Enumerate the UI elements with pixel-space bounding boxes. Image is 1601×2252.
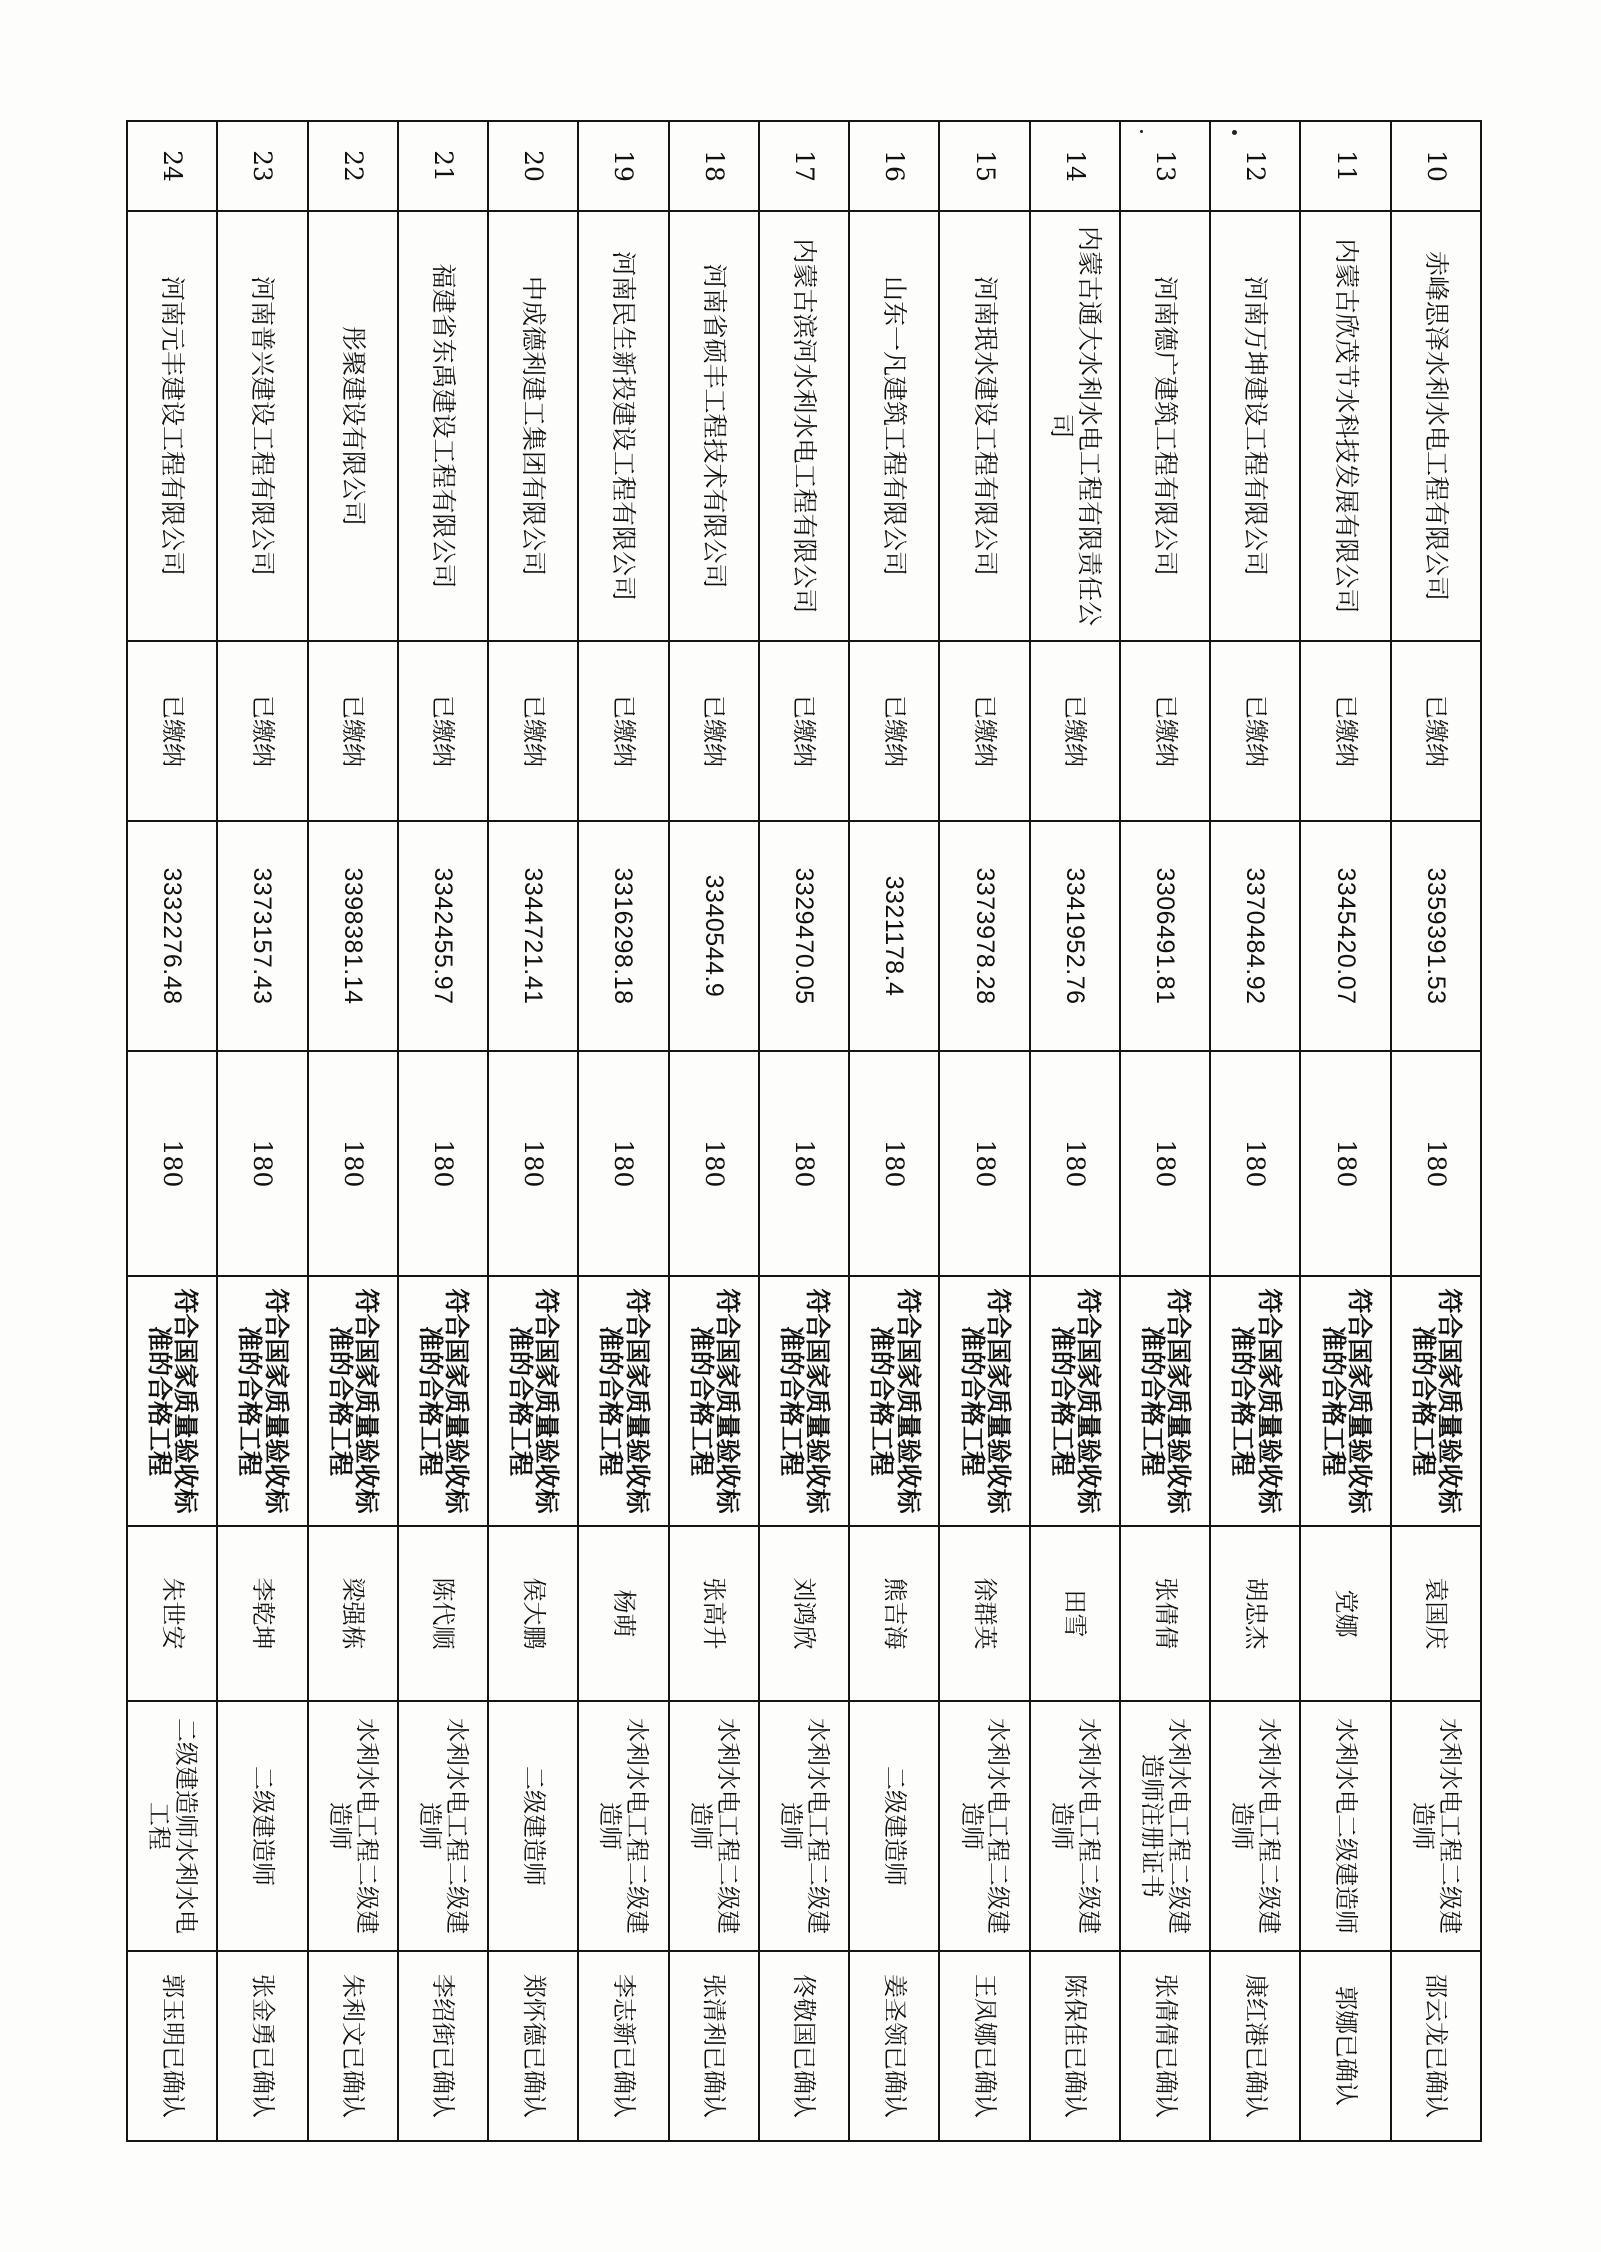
quality-standard: 符合国家质量验收标准的合格工程 [1120,1276,1210,1526]
duration-days: 180 [398,1051,488,1276]
fee-status: 已缴纳 [578,641,668,821]
table-row [1210,121,1300,2141]
table-row [308,121,398,2141]
manager-qualification: 水利水电工程二级建造师 [939,1701,1029,1951]
row-number: 21 [398,121,488,211]
duration-days: 180 [1030,1051,1120,1276]
fee-status: 已缴纳 [1210,641,1300,821]
confirmation-status: 张倩倩已确认 [1120,1951,1210,2141]
row-number: 15 [939,121,1029,211]
project-manager: 李乾坤 [217,1526,307,1701]
duration-days: 180 [308,1051,398,1276]
confirmation-status: 王凤娜已确认 [939,1951,1029,2141]
company-name: 内蒙古滨河水利水电工程有限公司 [759,211,849,641]
bid-amount: 3341952.76 [1030,821,1120,1051]
table-row [1391,121,1481,2141]
fee-status: 已缴纳 [217,641,307,821]
quality-standard: 符合国家质量验收标准的合格工程 [398,1276,488,1526]
table-row [217,121,307,2141]
confirmation-status: 李志新已确认 [578,1951,668,2141]
project-manager: 熊吉海 [849,1526,939,1701]
manager-qualification: 水利水电工程二级建造师 [308,1701,398,1951]
quality-standard: 符合国家质量验收标准的合格工程 [1210,1276,1300,1526]
manager-qualification: 水利水电工程二级建造师 [1030,1701,1120,1951]
duration-days: 180 [939,1051,1029,1276]
bid-amount: 3373978.28 [939,821,1029,1051]
project-manager: 张倩倩 [1120,1526,1210,1701]
company-name: 赤峰思泽水利水电工程有限公司 [1391,211,1481,641]
project-manager: 刘鸿欣 [759,1526,849,1701]
company-name: 彤聚建设有限公司 [308,211,398,641]
project-manager: 陈代顺 [398,1526,488,1701]
fee-status: 已缴纳 [1300,641,1390,821]
table-body [127,121,1481,2141]
confirmation-status: 邵云龙已确认 [1391,1951,1481,2141]
bid-amount: 3373157.43 [217,821,307,1051]
bid-amount: 3321178.4 [849,821,939,1051]
project-manager: 袁国庆 [1391,1526,1481,1701]
quality-standard: 符合国家质量验收标准的合格工程 [578,1276,668,1526]
row-number: 18 [669,121,759,211]
fee-status: 已缴纳 [849,641,939,821]
project-manager: 田雪 [1030,1526,1120,1701]
fee-status: 已缴纳 [669,641,759,821]
duration-days: 180 [578,1051,668,1276]
quality-standard: 符合国家质量验收标准的合格工程 [127,1276,217,1526]
row-number: 10 [1391,121,1481,211]
row-number: 11 [1300,121,1390,211]
manager-qualification: 水利水电工程二级建造师 [1391,1701,1481,1951]
row-number: 16 [849,121,939,211]
company-name: 河南省硕丰工程技术有限公司 [669,211,759,641]
row-number: 22 [308,121,398,211]
confirmation-status: 郑怀德已确认 [488,1951,578,2141]
table-row [578,121,668,2141]
row-number: 13 [1120,121,1210,211]
company-name: 河南普兴建设工程有限公司 [217,211,307,641]
duration-days: 180 [849,1051,939,1276]
table-row [127,121,217,2141]
bidder-table-rotated [128,120,1482,2140]
duration-days: 180 [1210,1051,1300,1276]
quality-standard: 符合国家质量验收标准的合格工程 [849,1276,939,1526]
company-name: 中成德利建工集团有限公司 [488,211,578,641]
quality-standard: 符合国家质量验收标准的合格工程 [488,1276,578,1526]
manager-qualification: 水利水电工程二级建造师注册证书 [1120,1701,1210,1951]
confirmation-status: 朱利文已确认 [308,1951,398,2141]
table-row [849,121,939,2141]
table-row [669,121,759,2141]
company-name: 河南德广建筑工程有限公司 [1120,211,1210,641]
table-row [939,121,1029,2141]
quality-standard: 符合国家质量验收标准的合格工程 [939,1276,1029,1526]
company-name: 河南元丰建设工程有限公司 [127,211,217,641]
bid-amount: 3398381.14 [308,821,398,1051]
row-number: 12 [1210,121,1300,211]
row-number: 14 [1030,121,1120,211]
bid-amount: 3316298.18 [578,821,668,1051]
project-manager: 梁强栋 [308,1526,398,1701]
manager-qualification: 二级建造师 [849,1701,939,1951]
company-name: 河南珉水建设工程有限公司 [939,211,1029,641]
bid-amount: 3340544.9 [669,821,759,1051]
confirmation-status: 陈保佳已确认 [1030,1951,1120,2141]
bid-amount: 3370484.92 [1210,821,1300,1051]
confirmation-status: 姜圣领已确认 [849,1951,939,2141]
manager-qualification: 水利水电工程二级建造师 [669,1701,759,1951]
fee-status: 已缴纳 [308,641,398,821]
table-row [759,121,849,2141]
row-number: 19 [578,121,668,211]
fee-status: 已缴纳 [127,641,217,821]
quality-standard: 符合国家质量验收标准的合格工程 [308,1276,398,1526]
project-manager: 胡忠杰 [1210,1526,1300,1701]
row-number: 20 [488,121,578,211]
table-row [398,121,488,2141]
duration-days: 180 [488,1051,578,1276]
fee-status: 已缴纳 [488,641,578,821]
manager-qualification: 水利水电二级建造师 [1300,1701,1390,1951]
table-row [488,121,578,2141]
bid-amount: 3329470.05 [759,821,849,1051]
confirmation-status: 张清利已确认 [669,1951,759,2141]
quality-standard: 符合国家质量验收标准的合格工程 [1300,1276,1390,1526]
duration-days: 180 [127,1051,217,1276]
confirmation-status: 佟敬国已确认 [759,1951,849,2141]
duration-days: 180 [217,1051,307,1276]
duration-days: 180 [669,1051,759,1276]
manager-qualification: 水利水电工程二级建造师 [578,1701,668,1951]
confirmation-status: 康红港已确认 [1210,1951,1300,2141]
quality-standard: 符合国家质量验收标准的合格工程 [217,1276,307,1526]
confirmation-status: 张金勇已确认 [217,1951,307,2141]
duration-days: 180 [759,1051,849,1276]
fee-status: 已缴纳 [1120,641,1210,821]
row-number: 24 [127,121,217,211]
duration-days: 180 [1120,1051,1210,1276]
confirmation-status: 郭娜已确认 [1300,1951,1390,2141]
manager-qualification: 水利水电工程二级建造师 [1210,1701,1300,1951]
project-manager: 张高升 [669,1526,759,1701]
fee-status: 已缴纳 [398,641,488,821]
project-manager: 党娜 [1300,1526,1390,1701]
bid-amount: 3332276.48 [127,821,217,1051]
quality-standard: 符合国家质量验收标准的合格工程 [1030,1276,1120,1526]
bid-amount: 3342455.97 [398,821,488,1051]
company-name: 河南民生新投建设工程有限公司 [578,211,668,641]
bid-amount: 3344721.41 [488,821,578,1051]
project-manager: 朱世安 [127,1526,217,1701]
company-name: 山东一凡建筑工程有限公司 [849,211,939,641]
row-number: 23 [217,121,307,211]
fee-status: 已缴纳 [759,641,849,821]
company-name: 内蒙古欣茂节水科技发展有限公司 [1300,211,1390,641]
duration-days: 180 [1300,1051,1390,1276]
manager-qualification: 二级建造师水利水电工程 [127,1701,217,1951]
confirmation-status: 郭玉明已确认 [127,1951,217,2141]
project-manager: 徐群英 [939,1526,1029,1701]
manager-qualification: 二级建造师 [488,1701,578,1951]
table-row [1030,121,1120,2141]
company-name: 福建省东禹建设工程有限公司 [398,211,488,641]
fee-status: 已缴纳 [1030,641,1120,821]
duration-days: 180 [1391,1051,1481,1276]
project-manager: 侯大鹏 [488,1526,578,1701]
bidder-table [126,120,1482,2142]
manager-qualification: 水利水电工程二级建造师 [398,1701,488,1951]
confirmation-status: 李绍街已确认 [398,1951,488,2141]
fee-status: 已缴纳 [1391,641,1481,821]
row-number: 17 [759,121,849,211]
bid-amount: 3345420.07 [1300,821,1390,1051]
bid-amount: 3306491.81 [1120,821,1210,1051]
manager-qualification: 二级建造师 [217,1701,307,1951]
company-name: 内蒙古通大水利水电工程有限责任公司 [1030,211,1120,641]
company-name: 河南万坤建设工程有限公司 [1210,211,1300,641]
table-row [1300,121,1390,2141]
table-row [1120,121,1210,2141]
project-manager: 杨萌 [578,1526,668,1701]
bid-amount: 3359391.53 [1391,821,1481,1051]
fee-status: 已缴纳 [939,641,1029,821]
manager-qualification: 水利水电工程二级建造师 [759,1701,849,1951]
quality-standard: 符合国家质量验收标准的合格工程 [669,1276,759,1526]
quality-standard: 符合国家质量验收标准的合格工程 [759,1276,849,1526]
quality-standard: 符合国家质量验收标准的合格工程 [1391,1276,1481,1526]
